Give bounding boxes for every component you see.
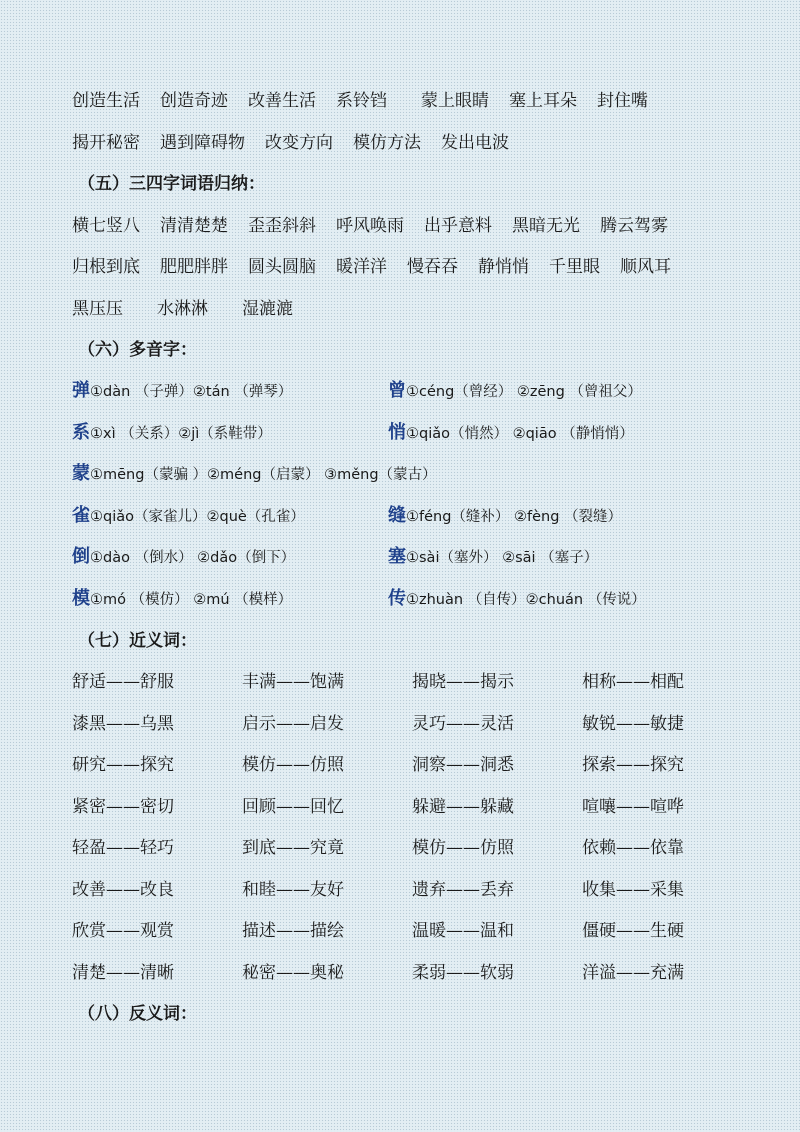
synonym-pair: 轻盈——轻巧 xyxy=(72,838,174,859)
synonym-pair: 依赖——依靠 xyxy=(582,838,684,859)
word-row xyxy=(72,286,752,328)
polyphone-char: 传 xyxy=(388,587,406,609)
polyphone-char: 模 xyxy=(72,587,90,609)
synonym-row xyxy=(72,950,752,992)
document-page xyxy=(72,78,752,1033)
word: 顺风耳 xyxy=(620,257,671,278)
synonym-pair: 躲避——躲藏 xyxy=(412,796,514,817)
polyphone-char: 曾 xyxy=(388,380,406,402)
word: 遇到障碍物 xyxy=(160,132,245,153)
synonym-pair: 和睦——友好 xyxy=(242,879,344,900)
polyphone-row xyxy=(72,410,752,452)
word: 发出电波 xyxy=(441,132,509,153)
word: 塞上耳朵 xyxy=(509,91,577,112)
section-heading: （五）三四字词语归纳： xyxy=(78,174,265,195)
synonym-pair: 改善——改良 xyxy=(72,879,174,900)
word: 湿漉漉 xyxy=(242,298,293,319)
polyphone-char: 倒 xyxy=(72,546,90,568)
synonym-pair: 揭晓——揭示 xyxy=(412,672,514,693)
word-row xyxy=(72,203,752,245)
polyphone-row xyxy=(72,369,752,411)
synonym-pair: 紧密——密切 xyxy=(72,796,174,817)
word: 模仿方法 xyxy=(353,132,421,153)
synonym-pair: 喧嚷——喧哗 xyxy=(582,796,684,817)
polyphone-char: 悄 xyxy=(388,421,406,443)
synonym-pair: 收集——采集 xyxy=(582,879,684,900)
polyphone-readings: ①mó （模仿） ②mú （模样） xyxy=(90,591,293,608)
polyphone-entry xyxy=(388,376,652,402)
synonym-pair: 柔弱——软弱 xyxy=(412,962,514,983)
word: 封住嘴 xyxy=(597,91,648,112)
synonym-row xyxy=(72,659,752,701)
polyphone-entry xyxy=(388,542,608,568)
synonym-row xyxy=(72,784,752,826)
synonym-pair: 模仿——仿照 xyxy=(412,838,514,859)
word: 清清楚楚 xyxy=(160,215,228,236)
synonym-row xyxy=(72,825,752,867)
word: 揭开秘密 xyxy=(72,132,140,153)
synonym-pair: 到底——究竟 xyxy=(242,838,344,859)
word: 千里眼 xyxy=(549,257,600,278)
section-heading: （七）近义词： xyxy=(78,630,197,651)
word: 改善生活 xyxy=(248,91,316,112)
synonym-pair: 描述——描绘 xyxy=(242,921,344,942)
word: 蒙上眼睛 xyxy=(421,91,489,112)
synonym-pair: 洞察——洞悉 xyxy=(412,755,514,776)
word: 肥肥胖胖 xyxy=(160,257,228,278)
synonym-pair: 洋溢——充满 xyxy=(582,962,684,983)
synonym-pair: 温暖——温和 xyxy=(412,921,514,942)
word: 横七竖八 xyxy=(72,215,140,236)
polyphone-readings: ①mēng（蒙骗 ）②méng（启蒙） ③měng（蒙古） xyxy=(90,467,437,484)
polyphone-readings: ①dào （倒水） ②dǎo（倒下） xyxy=(90,550,296,567)
polyphone-entry xyxy=(72,376,388,402)
word: 圆头圆脑 xyxy=(248,257,316,278)
word-row xyxy=(72,244,752,286)
synonym-pair: 遗弃——丢弃 xyxy=(412,879,514,900)
word: 歪歪斜斜 xyxy=(248,215,316,236)
word: 系铃铛 xyxy=(336,91,387,112)
polyphone-entry xyxy=(72,501,388,527)
synonym-row xyxy=(72,742,752,784)
section-heading: （八）反义词： xyxy=(78,1004,197,1025)
polyphone-char: 塞 xyxy=(388,546,406,568)
polyphone-entry xyxy=(388,584,656,610)
synonym-row xyxy=(72,908,752,950)
polyphone-readings: ①sài（塞外） ②sāi （塞子） xyxy=(406,550,599,567)
section-heading: （六）多音字： xyxy=(78,340,197,361)
synonym-pair: 相称——相配 xyxy=(582,672,684,693)
synonym-pair: 漆黑——乌黑 xyxy=(72,713,174,734)
polyphone-row xyxy=(72,452,752,494)
polyphone-row xyxy=(72,535,752,577)
polyphone-readings: ①qiǎo（悄然） ②qiāo （静悄悄） xyxy=(406,425,634,442)
word: 慢吞吞 xyxy=(407,257,458,278)
synonym-pair: 模仿——仿照 xyxy=(242,755,344,776)
word: 暖洋洋 xyxy=(336,257,387,278)
synonym-pair: 探索——探究 xyxy=(582,755,684,776)
polyphone-readings: ①qiǎo（家雀儿）②què（孔雀） xyxy=(90,508,305,525)
word: 创造生活 xyxy=(72,91,140,112)
word: 呼风唤雨 xyxy=(336,215,404,236)
polyphone-entry xyxy=(388,418,644,444)
polyphone-readings: ①féng（缝补） ②fèng （裂缝） xyxy=(406,508,623,525)
polyphone-char: 雀 xyxy=(72,504,90,526)
synonym-pair: 欣赏——观赏 xyxy=(72,921,174,942)
word: 改变方向 xyxy=(265,132,333,153)
word: 水淋淋 xyxy=(157,298,208,319)
polyphone-readings: ①xì （关系）②jì（系鞋带） xyxy=(90,425,272,442)
synonym-pair: 清楚——清晰 xyxy=(72,962,174,983)
synonym-pair: 丰满——饱满 xyxy=(242,672,344,693)
polyphone-readings: ①céng（曾经） ②zēng （曾祖父） xyxy=(406,384,642,401)
word: 出乎意料 xyxy=(424,215,492,236)
polyphone-entry xyxy=(72,418,388,444)
synonym-pair: 敏锐——敏捷 xyxy=(582,713,684,734)
polyphone-char: 系 xyxy=(72,421,90,443)
polyphone-row xyxy=(72,493,752,535)
polyphone-char: 缝 xyxy=(388,504,406,526)
polyphone-char: 弹 xyxy=(72,380,90,402)
synonym-row xyxy=(72,867,752,909)
polyphone-entry xyxy=(72,542,388,568)
polyphone-char: 蒙 xyxy=(72,463,90,485)
word: 创造奇迹 xyxy=(160,91,228,112)
synonym-pair: 启示——启发 xyxy=(242,713,344,734)
synonym-pair: 回顾——回忆 xyxy=(242,796,344,817)
word: 腾云驾雾 xyxy=(600,215,668,236)
polyphone-entry xyxy=(388,501,632,527)
word: 黑压压 xyxy=(72,298,123,319)
polyphone-entry xyxy=(72,584,388,610)
polyphone-row xyxy=(72,576,752,618)
synonym-pair: 研究——探究 xyxy=(72,755,174,776)
synonym-pair: 僵硬——生硬 xyxy=(582,921,684,942)
synonym-pair: 灵巧——灵活 xyxy=(412,713,514,734)
polyphone-readings: ①dàn （子弹）②tán （弹琴） xyxy=(90,384,293,401)
synonym-row xyxy=(72,701,752,743)
synonym-pair: 秘密——奥秘 xyxy=(242,962,344,983)
synonym-pair: 舒适——舒服 xyxy=(72,672,174,693)
word: 归根到底 xyxy=(72,257,140,278)
word: 静悄悄 xyxy=(478,257,529,278)
word: 黑暗无光 xyxy=(512,215,580,236)
word-row xyxy=(72,78,752,120)
word-row xyxy=(72,120,752,162)
polyphone-readings: ①zhuàn （自传）②chuán （传说） xyxy=(406,591,646,608)
polyphone-entry xyxy=(72,459,447,485)
